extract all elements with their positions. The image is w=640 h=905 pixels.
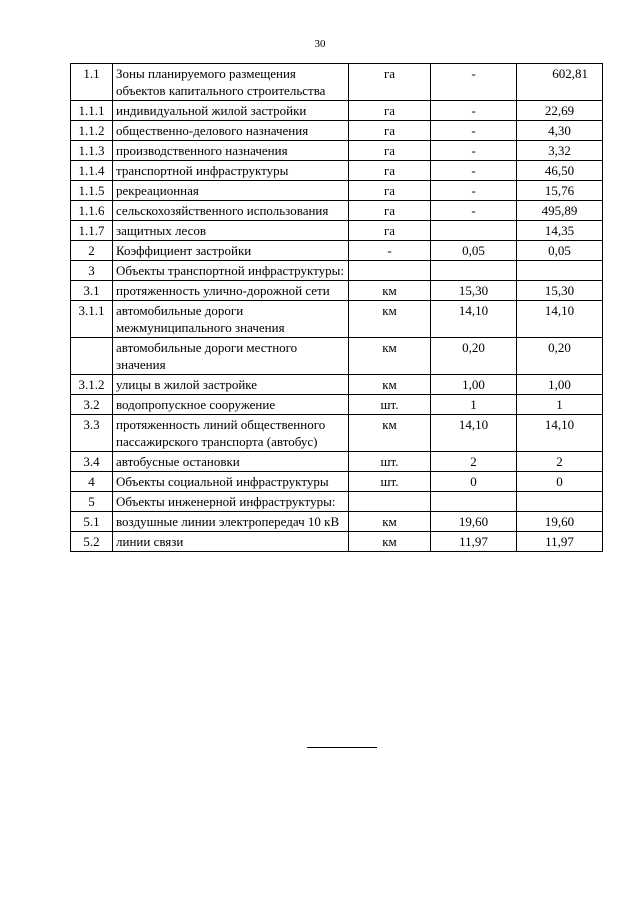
unit-cell: га (349, 161, 431, 181)
planned-value-cell: 14,10 (517, 415, 603, 452)
page-number: 30 (314, 38, 326, 50)
table-row (71, 101, 603, 121)
existing-value-cell: 1 (431, 395, 517, 415)
table-row (71, 375, 603, 395)
unit-cell: га (349, 101, 431, 121)
table-body (71, 64, 603, 552)
table-row (71, 452, 603, 472)
unit-cell: - (349, 241, 431, 261)
indicator-name-cell: автобусные остановки (113, 452, 349, 472)
unit-cell (349, 492, 431, 512)
row-number-cell: 1.1.5 (71, 181, 113, 201)
table-row (71, 532, 603, 552)
indicator-name-cell: транспортной инфраструктуры (113, 161, 349, 181)
row-number-cell: 1.1.1 (71, 101, 113, 121)
existing-value-cell: - (431, 161, 517, 181)
table-row (71, 64, 603, 101)
indicator-name-cell: линии связи (113, 532, 349, 552)
row-number-cell: 5 (71, 492, 113, 512)
planned-value-cell: 0,20 (517, 338, 603, 375)
row-number-cell: 1.1.3 (71, 141, 113, 161)
indicators-table (70, 63, 603, 552)
existing-value-cell: 1,00 (431, 375, 517, 395)
indicator-name-cell: защитных лесов (113, 221, 349, 241)
unit-cell: км (349, 375, 431, 395)
existing-value-cell: 0,05 (431, 241, 517, 261)
indicator-name-cell: протяженность линий общественного пассажирского транспорта (автобус) (113, 415, 349, 452)
indicator-name-cell: Зоны планируемого размещения объектов капитального строительства (113, 64, 349, 101)
indicator-name-cell: воздушные линии электропередач 10 кВ (113, 512, 349, 532)
existing-value-cell: 2 (431, 452, 517, 472)
planned-value-cell: 2 (517, 452, 603, 472)
row-number-cell: 1.1.6 (71, 201, 113, 221)
table-row (71, 281, 603, 301)
planned-value-cell (517, 261, 603, 281)
indicator-name-cell: автомобильные дороги межмуниципального значения (113, 301, 349, 338)
table-row (71, 301, 603, 338)
planned-value-cell: 495,89 (517, 201, 603, 221)
existing-value-cell: - (431, 141, 517, 161)
unit-cell: га (349, 64, 431, 101)
planned-value-cell: 14,10 (517, 301, 603, 338)
row-number-cell: 5.1 (71, 512, 113, 532)
row-number-cell: 3.1 (71, 281, 113, 301)
unit-cell: км (349, 532, 431, 552)
unit-cell: шт. (349, 472, 431, 492)
indicator-name-cell: индивидуальной жилой застройки (113, 101, 349, 121)
planned-value-cell: 11,97 (517, 532, 603, 552)
existing-value-cell: - (431, 181, 517, 201)
table-row (71, 395, 603, 415)
table-row (71, 338, 603, 375)
table-row (71, 161, 603, 181)
planned-value-cell: 46,50 (517, 161, 603, 181)
unit-cell: км (349, 415, 431, 452)
row-number-cell: 5.2 (71, 532, 113, 552)
unit-cell: га (349, 141, 431, 161)
existing-value-cell: 0,20 (431, 338, 517, 375)
row-number-cell: 1.1.4 (71, 161, 113, 181)
existing-value-cell: 14,10 (431, 301, 517, 338)
table-row (71, 121, 603, 141)
indicator-name-cell: рекреационная (113, 181, 349, 201)
planned-value-cell: 3,32 (517, 141, 603, 161)
row-number-cell (71, 338, 113, 375)
indicator-name-cell: Коэффициент застройки (113, 241, 349, 261)
indicator-name-cell: протяженность улично-дорожной сети (113, 281, 349, 301)
row-number-cell: 3.3 (71, 415, 113, 452)
indicator-name-cell: водопропускное сооружение (113, 395, 349, 415)
existing-value-cell: - (431, 201, 517, 221)
unit-cell: га (349, 201, 431, 221)
indicator-name-cell: Объекты социальной инфраструктуры (113, 472, 349, 492)
table-row (71, 221, 603, 241)
row-number-cell: 3.1.2 (71, 375, 113, 395)
row-number-cell: 3.1.1 (71, 301, 113, 338)
existing-value-cell: - (431, 121, 517, 141)
row-number-cell: 3.4 (71, 452, 113, 472)
indicator-name-cell: производственного назначения (113, 141, 349, 161)
indicator-name-cell: Объекты инженерной инфраструктуры: (113, 492, 349, 512)
table-row (71, 512, 603, 532)
table-row (71, 415, 603, 452)
planned-value-cell: 15,30 (517, 281, 603, 301)
unit-cell: км (349, 301, 431, 338)
table-row (71, 141, 603, 161)
existing-value-cell (431, 492, 517, 512)
planned-value-cell: 14,35 (517, 221, 603, 241)
end-of-document-line (307, 747, 377, 748)
table-row (71, 472, 603, 492)
unit-cell: км (349, 512, 431, 532)
existing-value-cell: 0 (431, 472, 517, 492)
planned-value-cell: 1,00 (517, 375, 603, 395)
planned-value-cell: 4,30 (517, 121, 603, 141)
indicator-name-cell: сельскохозяйственного использования (113, 201, 349, 221)
planned-value-cell: 0 (517, 472, 603, 492)
existing-value-cell (431, 261, 517, 281)
indicator-name-cell: общественно-делового назначения (113, 121, 349, 141)
row-number-cell: 3.2 (71, 395, 113, 415)
planned-value-cell: 0,05 (517, 241, 603, 261)
existing-value-cell (431, 221, 517, 241)
row-number-cell: 3 (71, 261, 113, 281)
indicator-name-cell: Объекты транспортной инфраструктуры: (113, 261, 349, 281)
row-number-cell: 4 (71, 472, 113, 492)
table-row (71, 201, 603, 221)
unit-cell: га (349, 181, 431, 201)
unit-cell: га (349, 221, 431, 241)
row-number-cell: 1.1.2 (71, 121, 113, 141)
row-number-cell: 2 (71, 241, 113, 261)
planned-value-cell: 15,76 (517, 181, 603, 201)
indicator-name-cell: улицы в жилой застройке (113, 375, 349, 395)
planned-value-cell: 19,60 (517, 512, 603, 532)
planned-value-cell: 22,69 (517, 101, 603, 121)
existing-value-cell: 14,10 (431, 415, 517, 452)
table-row (71, 241, 603, 261)
row-number-cell: 1.1.7 (71, 221, 113, 241)
unit-cell: шт. (349, 452, 431, 472)
unit-cell: км (349, 338, 431, 375)
existing-value-cell: - (431, 101, 517, 121)
table-row (71, 492, 603, 512)
existing-value-cell: - (431, 64, 517, 101)
indicator-name-cell: автомобильные дороги местного значения (113, 338, 349, 375)
existing-value-cell: 15,30 (431, 281, 517, 301)
planned-value-cell: 602,81 (517, 64, 603, 101)
row-number-cell: 1.1 (71, 64, 113, 101)
planned-value-cell: 1 (517, 395, 603, 415)
unit-cell: га (349, 121, 431, 141)
existing-value-cell: 11,97 (431, 532, 517, 552)
table-row (71, 181, 603, 201)
unit-cell (349, 261, 431, 281)
existing-value-cell: 19,60 (431, 512, 517, 532)
unit-cell: шт. (349, 395, 431, 415)
table-row (71, 261, 603, 281)
unit-cell: км (349, 281, 431, 301)
planned-value-cell (517, 492, 603, 512)
